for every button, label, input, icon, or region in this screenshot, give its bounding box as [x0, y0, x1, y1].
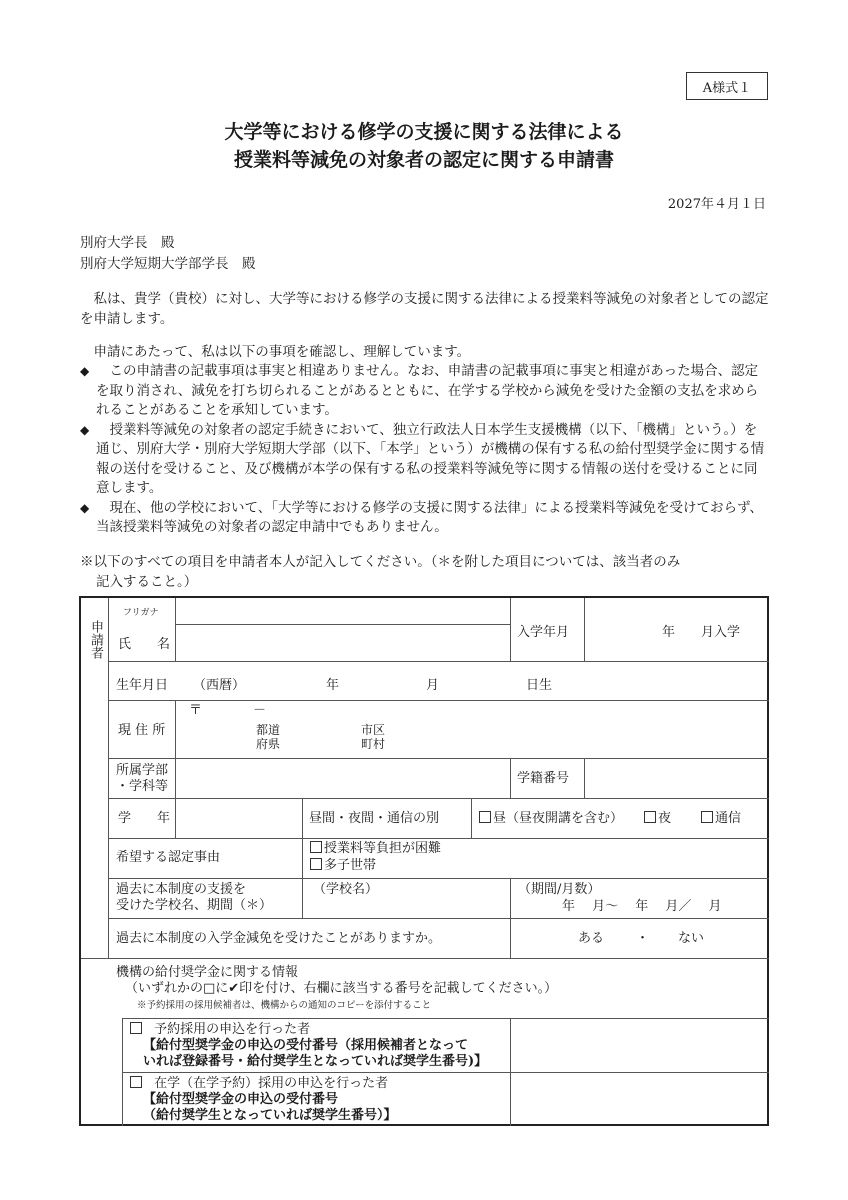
reason-multichild-checkbox[interactable]: [310, 858, 376, 874]
enrolled-option-detail-line2: （給付奨学生となっていれば奨学生番号）】: [143, 1108, 397, 1123]
form-id-label: A様式１: [686, 72, 768, 100]
divider: [81, 958, 769, 959]
instruction-note: [80, 553, 772, 592]
checkbox-icon: [310, 858, 322, 870]
student-number-input[interactable]: [584, 758, 769, 798]
enrollment-value[interactable]: 年 月入学: [662, 625, 741, 640]
diamond-bullet-icon: ◆: [80, 364, 90, 378]
course-night-text: 夜: [658, 811, 672, 826]
addressee-junior-college: 別府大学短期大学部学長 殿: [80, 256, 256, 272]
checkbox-icon: [479, 811, 491, 823]
diamond-bullet-icon: ◆: [80, 500, 90, 515]
confirmation-item: [80, 362, 770, 421]
divider: [108, 918, 769, 919]
jasso-note: ※予約採用の採用候補者は、機構からの通知のコピーを添付すること: [137, 1000, 432, 1011]
entrance-fee-no[interactable]: ない: [678, 931, 705, 946]
name-label: 氏 名: [118, 637, 171, 652]
past-school-name-field[interactable]: （学校名）: [313, 882, 379, 897]
confirmation-text: 授業料等減免の対象者の認定手続きにおいて、独立行政法人日本学生支援機構（以下、「機構」という。）を通じ、別府大学・別府大学短期大学部（以下、「本学」という）が機構の保有する私の給付型奨学金に関する情報の送付を受けること、及び機構が本学の保有する私の授業料等減免等に関する情報の送付を受けることに同意します。: [96, 421, 765, 496]
divider: [510, 598, 511, 661]
city-label-line1: 市区: [361, 723, 386, 737]
course-correspondence-checkbox[interactable]: [701, 811, 741, 827]
divider: [108, 838, 769, 839]
prefecture-label-line1: 都道: [256, 723, 281, 737]
past-period-field[interactable]: 年 月～ 年 月／ 月: [562, 899, 722, 914]
postal-mark-icon: 〒: [189, 703, 203, 718]
confirmation-item: [80, 421, 770, 499]
reason-financial-text: 授業料等負担が困難: [324, 841, 442, 856]
checkbox-icon: [130, 1022, 142, 1034]
past-support-label-line1: 過去に本制度の支援を: [116, 882, 247, 897]
application-date: 2027年４月１日: [667, 197, 766, 212]
prefecture-label-line2: 府県: [256, 737, 281, 751]
application-statement: 私は、貴学（貴校）に対し、大学等における修学の支援に関する法律による授業料等減免の対象者としての認定を申請します。: [80, 291, 769, 327]
furigana-input[interactable]: [175, 598, 510, 624]
checkbox-icon: [644, 811, 656, 823]
application-form-table: [79, 596, 769, 1126]
birthdate-label: 生年月日: [116, 678, 169, 693]
title-line-1: 大学等における修学の支援に関する法律による: [224, 121, 624, 143]
jasso-section-title: 機構の給付奨学金に関する情報: [116, 965, 299, 980]
course-correspondence-text: 通信: [715, 811, 742, 826]
reservation-number-input[interactable]: [510, 1018, 769, 1072]
applicant-label: [87, 620, 103, 664]
furigana-label: フリガナ: [123, 608, 159, 618]
city-label-line2: 町村: [361, 737, 386, 751]
enrolled-option-checkbox[interactable]: [130, 1076, 388, 1092]
divider: [108, 878, 769, 879]
birthdate-year[interactable]: 年: [326, 678, 340, 693]
divider: [108, 661, 769, 662]
student-number-label: 学籍番号: [517, 771, 570, 786]
divider: [471, 798, 472, 838]
entrance-fee-question: 過去に本制度の入学金減免を受けたことがありますか。: [116, 931, 442, 946]
entrance-fee-separator: ・: [636, 931, 650, 946]
course-day-text: 昼（昼夜開講を含む）: [493, 811, 624, 826]
confirmation-text: 現在、他の学校において、「大学等における修学の支援に関する法律」による授業料等減免を受けておらず、当該授業料等減免の対象者の認定申請中でもありません。: [96, 499, 763, 535]
course-day-checkbox[interactable]: [479, 811, 623, 827]
reservation-option-detail: [143, 1038, 487, 1070]
reason-financial-checkbox[interactable]: [310, 841, 441, 857]
confirmation-list: [80, 362, 770, 538]
faculty-input[interactable]: [175, 758, 510, 798]
enrolled-option-detail-line1: 【給付型奨学金の申込の受付番号: [143, 1092, 339, 1107]
past-support-label: [116, 882, 272, 914]
confirmation-intro: 申請にあたって、私は以下の事項を確認し、理解しています。: [93, 344, 471, 360]
past-support-label-line2: 受けた学校名、期間（＊）: [116, 898, 273, 913]
jasso-instruction: （いずれかの□に✔印を付け、右欄に該当する番号を記載してください。）: [125, 981, 558, 996]
enrolled-option-label: 在学（在学予約）採用の申込を行った者: [154, 1076, 389, 1091]
birthdate-day[interactable]: 日生: [526, 678, 553, 693]
certification-reason-label: 希望する認定事由: [116, 850, 221, 865]
enrollment-label: 入学年月: [517, 625, 570, 640]
divider: [584, 598, 585, 661]
grade-label: 学 年: [118, 811, 171, 826]
past-period-label: （期間/月数）: [518, 882, 601, 897]
course-type-label: 昼間・夜間・通信の別: [309, 811, 440, 826]
divider: [302, 798, 303, 838]
note-line-2: 記入すること。）: [96, 573, 198, 590]
checkbox-icon: [130, 1076, 142, 1088]
course-night-checkbox[interactable]: [644, 811, 671, 827]
grade-input[interactable]: [175, 798, 302, 838]
reservation-option-checkbox[interactable]: [130, 1022, 310, 1038]
faculty-label-line1: 所属学部: [116, 763, 169, 778]
enrolled-number-input[interactable]: [510, 1072, 769, 1126]
reservation-option-label: 予約採用の申込を行った者: [154, 1022, 311, 1037]
confirmation-item: [80, 499, 770, 538]
diamond-bullet-icon: ◆: [80, 422, 90, 437]
title-line-2: 授業料等減免の対象者の認定に関する申請書: [233, 149, 614, 171]
checkbox-icon: [701, 811, 713, 823]
address-input[interactable]: [175, 700, 769, 758]
addressees: [80, 233, 256, 275]
birthdate-era: （西暦）: [193, 678, 246, 693]
document-title: [0, 118, 848, 174]
divider: [108, 598, 109, 958]
birthdate-month[interactable]: 月: [426, 678, 440, 693]
address-label: 現 住 所: [118, 723, 166, 738]
checkbox-icon: [310, 841, 322, 853]
applicant-label-text: 申請者: [88, 620, 103, 659]
name-input[interactable]: [175, 624, 510, 661]
note-line-1: ※以下のすべての項目を申請者本人が記入してください。（＊を附した項目については、該当者のみ: [80, 554, 681, 570]
confirmation-text: この申請書の記載事項は事実と相違ありません。なお、申請書の記載事項に事実と相違があった場合、認定を取り消され、減免を打ち切られることがあるとともに、在学する学校から減免を受けた金額の支払を求められることがあることを承知しています。: [96, 363, 759, 418]
entrance-fee-yes[interactable]: ある: [578, 931, 605, 946]
divider: [510, 758, 511, 798]
addressee-university: 別府大学長 殿: [80, 235, 175, 251]
postal-dash: －: [253, 703, 267, 718]
reservation-option-detail-line1: 【給付型奨学金の申込の受付番号（採用候補者となって: [143, 1038, 469, 1053]
faculty-label-line2: ・学科等: [116, 779, 169, 794]
faculty-label: [116, 763, 168, 795]
enrolled-option-detail: [143, 1092, 397, 1124]
reservation-option-detail-line2: いれば登録番号・給付奨学生となっていれば奨学生番号)】: [143, 1054, 488, 1069]
reason-multichild-text: 多子世帯: [324, 858, 377, 873]
